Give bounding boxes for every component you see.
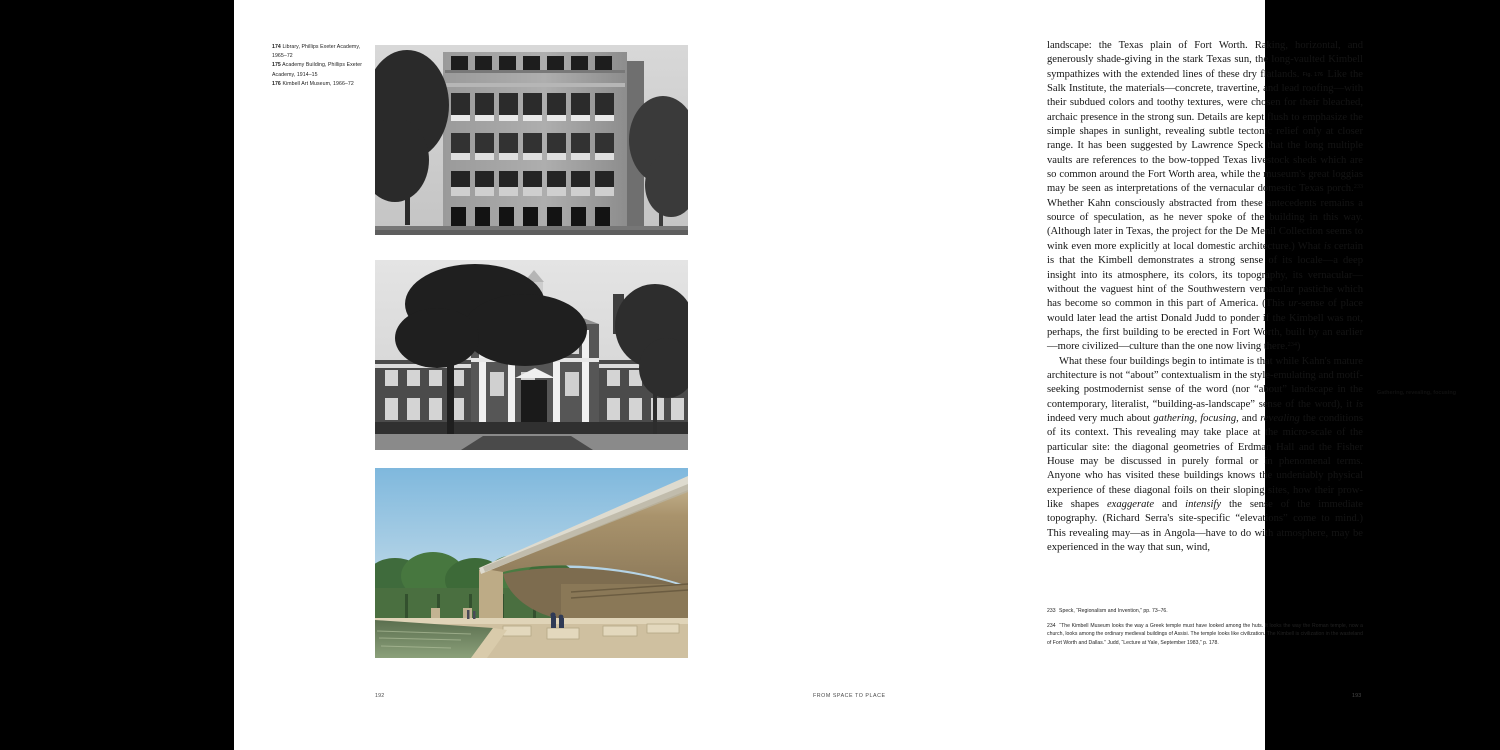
body-paragraph-2-part-c: and bbox=[1238, 412, 1261, 424]
footnote-234-number: 234 bbox=[1047, 622, 1056, 629]
figure-reference-176: Fig. 176 bbox=[1302, 71, 1324, 78]
figure-caption-175 bbox=[272, 61, 368, 79]
running-head-from-space-to-place: FROM SPACE TO PLACE bbox=[813, 693, 886, 699]
body-emphasis-intensify: intensify bbox=[1185, 499, 1222, 510]
body-paragraph-1-part-b: Like the Salk Institute, the materials—concrete, travertine, and lead roofing—with their subdued colors and toothy textures, were chosen for their bleached, archaic presence in the strong sun. Details are kept flush to emphasize the simple shapes in sunlight, revealing subtle tectonic relief only at closer range. It has been suggested by Lawrence Speck that the long multiple vaults are references to the bow-topped Texas livestock sheds which are so common around the Fort Worth area, while the museum's great loggias may be seen as interpretations of the vernacular domestic Texas porch. bbox=[1047, 68, 1364, 195]
figure-caption-text-176: Kimbell Art Museum, 1966–72 bbox=[282, 80, 354, 87]
marginal-note-gathering-revealing-focusing: Gathering, revealing, focusing bbox=[1377, 390, 1457, 396]
body-paragraph-2-part-a: What these four buildings begin to intimate is that while Kahn's mature architecture is not “about” contextualism in the style-emulating and motif-seeking postmodernist sense of the word (nor “about” landscape in the contemporary, literalist, “building-as-landscape” sense of the word), it bbox=[1047, 355, 1363, 410]
body-emphasis-is: is bbox=[1323, 240, 1331, 252]
body-paragraph-1-part-a: landscape: the Texas plain of Fort Worth. Raking, horizontal, and generously shade-giving in the stark Texas sun, the long-vaulted Kimbell sympathizes with the extended lines of these dry flatlands. bbox=[1047, 40, 1363, 80]
book-spread bbox=[234, 0, 1457, 750]
figure-caption-text-175: Academy Building, Phillips Exeter Academy, 1914–15 bbox=[272, 62, 363, 78]
body-paragraph-1-part-f: ) bbox=[1296, 341, 1301, 353]
body-emphasis-is-2: is bbox=[1355, 398, 1363, 410]
academy-building-photo-graphic bbox=[375, 260, 688, 450]
body-paragraph-2 bbox=[1047, 355, 1363, 556]
figure-caption-number-175: 175 bbox=[272, 62, 281, 69]
figure-image-176-kimbell-art-museum bbox=[375, 468, 688, 658]
footnote-marker-234: 234 bbox=[1287, 341, 1297, 349]
figure-image-175-academy-building bbox=[375, 260, 688, 450]
figure-caption-text-174: Library, Phillips Exeter Academy, 1965–72 bbox=[272, 44, 361, 60]
figure-caption-block bbox=[272, 43, 368, 89]
body-paragraph-1-part-c: Whether Kahn consciously abstracted from these antecedents remains a source of speculation, as he never spoke of the building in this way. (Although later in Texas, the project for the De Menil Collection seems to wink even more explicitly at local domestic architecture.) What bbox=[1047, 197, 1363, 252]
footnote-marker-233: 233 bbox=[1353, 183, 1363, 191]
figure-caption-174 bbox=[272, 43, 368, 61]
body-paragraph-2-part-b: indeed very much about bbox=[1047, 412, 1154, 424]
body-paragraph-1-part-d: certain is that the Kimbell demonstrates a strong sense of its locale—a deep insight into its atmosphere, its colors, its topography, its vernacular—without the vaguest hint of the Southwestern vernacular pastiche which has become so common in this part of America. (This bbox=[1047, 240, 1363, 310]
verso-page bbox=[234, 0, 749, 750]
body-emphasis-exaggerate: exaggerate bbox=[1106, 499, 1155, 510]
body-paragraph-2-part-e: and bbox=[1154, 499, 1186, 510]
folio-left-192: 192 bbox=[375, 693, 385, 699]
body-text-column bbox=[1047, 39, 1363, 555]
body-emphasis-ur: ur bbox=[1288, 298, 1298, 310]
footnote-234 bbox=[1047, 622, 1363, 648]
body-paragraph-1 bbox=[1047, 39, 1363, 355]
kimbell-museum-photo-graphic bbox=[375, 468, 688, 658]
body-emphasis-gathering-focusing: gathering, focusing, bbox=[1153, 412, 1239, 424]
footnote-233-number: 233 bbox=[1047, 608, 1056, 614]
footnote-233 bbox=[1047, 607, 1363, 616]
footnote-233-text: Speck, “Regionalism and Invention,” pp. 73–76. bbox=[1059, 608, 1168, 614]
figure-caption-176 bbox=[272, 80, 368, 89]
figure-caption-number-176: 176 bbox=[272, 80, 281, 87]
folio-right-193: 193 bbox=[1352, 693, 1362, 699]
footnotes-block bbox=[1047, 607, 1363, 647]
body-paragraph-2-part-d: the conditions of its context. This revealing may take place at the micro-scale of the particular site: the diagonal geometries of Erdman Hall and the Fisher House may be discussed in purely formal or in phenomenal terms. Anyone who has visited these buildings knows the undeniably physical experience of these diagonal foils on their sloping sites, how their prow-like shapes bbox=[1047, 412, 1364, 510]
body-emphasis-revealing: revealing bbox=[1260, 412, 1300, 424]
body-paragraph-2-part-f: the sense of the immediate topography. (Richard Serra's site-specific “elevations” come to mind.) This revealing may—as in Angola—have to do with atmosphere, may be experienced in the way that sun, wind, bbox=[1047, 499, 1363, 554]
footnote-234-text: “The Kimbell Museum looks the way a Greek temple must have looked among the huts. It looks the way the Roman temple, now a church, looks among the ordinary medieval buildings of Assisi. The temple looks like civilization. The Kimbell is civilization in the wasteland of Fort Worth and Dallas.” Judd, “Lecture at Yale, September 1983,” p. 178. bbox=[1047, 622, 1363, 646]
body-paragraph-1-part-e: -sense of place would later lead the artist Donald Judd to ponder if the Kimbell was not, perhaps, the first building to be erected in Fort Worth, built by an earlier—more civilized—culture than the one now living there. bbox=[1047, 298, 1363, 353]
exeter-library-photo-graphic bbox=[375, 45, 688, 235]
figure-caption-number-174: 174 bbox=[272, 44, 281, 50]
figure-image-174-exeter-library bbox=[375, 45, 688, 235]
